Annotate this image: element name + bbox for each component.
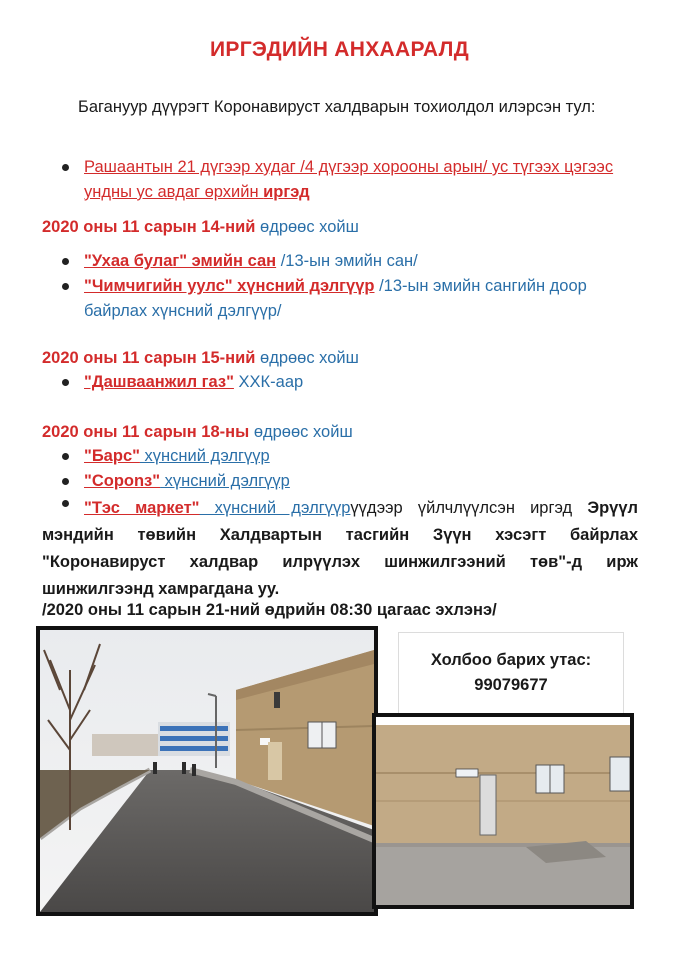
- intro-paragraph: [42, 95, 638, 120]
- section1-date: 2020 оны 11 сарын 14-ний: [42, 218, 256, 236]
- building-entrance-illustration: [376, 717, 630, 905]
- instruction-paragraph: [42, 495, 638, 603]
- final-lead: үүдээр үйлчлүүлсэн иргэд: [350, 499, 588, 517]
- item1-text: Рашаантын 21 дүгээр худаг /4 дүгээр хорооны арын/ ус түгээх цэгээс ундны ус авдаг өрхийн: [84, 158, 614, 201]
- street-building-photo: [36, 626, 378, 916]
- section3-item3-name: "Тэс маркет": [84, 499, 200, 517]
- bullet-icon: [62, 500, 69, 507]
- section2-item1-name: "Дашваанжил газ": [84, 373, 234, 391]
- section3-after: өдрөөс хойш: [253, 423, 353, 441]
- section3-item1-rest: хүнсний дэлгүүр: [139, 447, 270, 465]
- list-item: [42, 274, 638, 324]
- section1-list: [42, 249, 638, 324]
- list-item: [42, 469, 638, 494]
- page-title: ИРГЭДИЙН АНХААРАЛД: [210, 38, 469, 61]
- contact-box: [398, 632, 624, 714]
- section3-item1-name: "Барс": [84, 447, 140, 465]
- section3-date-line: [42, 423, 353, 442]
- section1-item1-name: "Ухаа булаг" эмийн сан: [84, 252, 277, 270]
- bullet-icon: [62, 164, 69, 171]
- item1-bold: иргэд: [263, 183, 310, 201]
- affected-list-1: [42, 155, 638, 205]
- contact-label: Холбоо барих утас:: [430, 651, 592, 669]
- section1-after: өдрөөс хойш: [260, 218, 359, 236]
- section3-item2-name: "Сорonз": [84, 472, 161, 490]
- section3-item2-rest: хүнсний дэлгүүр: [160, 472, 290, 490]
- section2-list: [42, 370, 638, 395]
- list-item: [42, 370, 638, 395]
- list-item: [42, 249, 638, 274]
- bullet-icon: [62, 379, 69, 386]
- section1-item2-name: "Чимчигийн уулс" хүнсний дэлгүүр: [84, 277, 375, 295]
- section2-date: 2020 оны 11 сарын 15-ний: [42, 349, 256, 367]
- section1-item1-rest: /13-ын эмийн сан/: [276, 252, 418, 270]
- list-item: [42, 444, 638, 469]
- list-item: [42, 155, 638, 205]
- bullet-icon: [62, 283, 69, 290]
- section2-item1-rest: ХХК-аар: [233, 373, 304, 391]
- section1-item2-rest: /13-ын эмийн сангийн доор байрлах хүнсний дэлгүүр/: [84, 277, 587, 320]
- building-entrance-photo: [372, 713, 634, 909]
- section2-after: өдрөөс хойш: [260, 349, 359, 367]
- bullet-icon: [62, 453, 69, 460]
- start-time-note: /2020 оны 11 сарын 21-ний өдрийн 08:30 цагаас эхлэнэ/: [42, 601, 497, 619]
- section3-item3-rest: хүнсний дэлгүүр: [199, 499, 351, 517]
- contact-phone[interactable]: 99079677: [474, 676, 548, 694]
- street-building-illustration: [40, 630, 374, 912]
- section3-date: 2020 оны 11 сарын 18-ны: [42, 423, 250, 441]
- section3-list: [42, 444, 638, 494]
- section1-date-line: [42, 218, 359, 237]
- intro-text: Багануур дүүрэгт Коронавируст халдварын тохиолдол илэрсэн тул:: [78, 98, 596, 116]
- bullet-icon: [62, 258, 69, 265]
- final-bold: Эрүүл мэндийн төвийн Халдвартын тасгийн Зүүн хэсэгт байрлах "Коронавируст халдвар илрүүлэх шинжилгээний төв"-д ирж шинжилгээнд хамрагдана уу.: [42, 499, 638, 598]
- bullet-icon: [62, 478, 69, 485]
- section2-date-line: [42, 349, 359, 368]
